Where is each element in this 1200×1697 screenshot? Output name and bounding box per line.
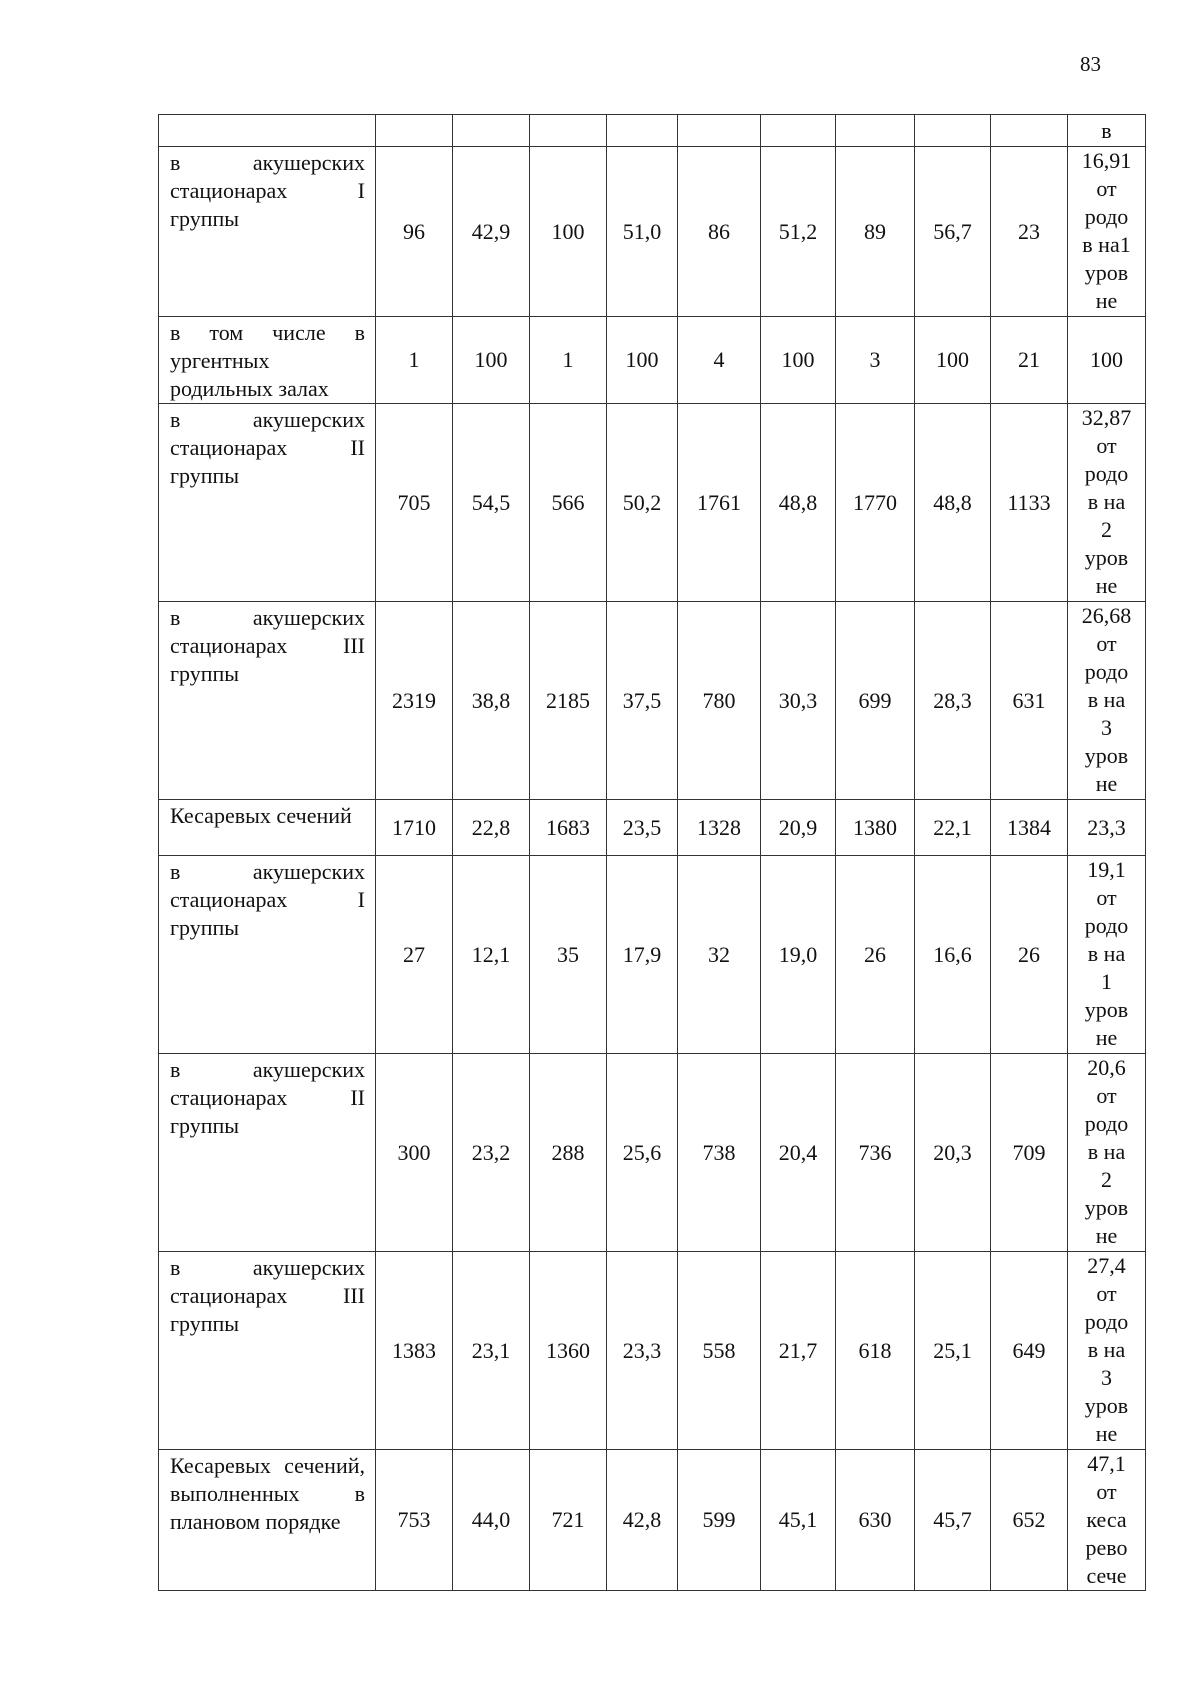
- note-line: уров: [1084, 545, 1129, 570]
- note-line: 3: [1101, 1365, 1112, 1390]
- note-cell: [1068, 602, 1146, 800]
- note-line: в на: [1087, 687, 1126, 712]
- table-row: [159, 317, 1146, 404]
- note-line: от: [1096, 1479, 1117, 1504]
- note-line: от: [1096, 885, 1117, 910]
- note-cell: [1068, 115, 1146, 147]
- note-line: не: [1095, 771, 1118, 796]
- table-cell: [678, 115, 761, 147]
- table-cell: 3: [836, 317, 915, 404]
- table-cell: 42,8: [607, 1450, 678, 1591]
- table-cell: [453, 115, 530, 147]
- table-cell: 780: [678, 602, 761, 800]
- table-cell: 30,3: [761, 602, 836, 800]
- note-line: уров: [1084, 1393, 1129, 1418]
- note-line: 3: [1101, 715, 1112, 740]
- table-cell: 100: [530, 147, 607, 317]
- table-cell: 22,8: [453, 800, 530, 856]
- table-cell: 56,7: [915, 147, 991, 317]
- table-cell: 705: [376, 404, 453, 602]
- table-cell: 54,5: [453, 404, 530, 602]
- table-cell: [607, 115, 678, 147]
- table-cell: 721: [530, 1450, 607, 1591]
- table-cell: 618: [836, 1252, 915, 1450]
- row-label: в акушерских стационарах III группы: [159, 602, 376, 800]
- table-cell: 89: [836, 147, 915, 317]
- table-cell: 631: [991, 602, 1068, 800]
- table-cell: 1384: [991, 800, 1068, 856]
- row-label: в акушерских стационарах II группы: [159, 404, 376, 602]
- table-cell: 1710: [376, 800, 453, 856]
- table-cell: 558: [678, 1252, 761, 1450]
- table-cell: 16,6: [915, 856, 991, 1054]
- table-cell: 20,4: [761, 1054, 836, 1252]
- table-cell: 48,8: [915, 404, 991, 602]
- table-cell: 45,1: [761, 1450, 836, 1591]
- table-cell: [915, 115, 991, 147]
- table-cell: 630: [836, 1450, 915, 1591]
- table-cell: 48,8: [761, 404, 836, 602]
- row-label: в акушерских стационарах I группы: [159, 856, 376, 1054]
- table-row: [159, 800, 1146, 856]
- note-line: сече: [1086, 1563, 1127, 1588]
- note-line: не: [1095, 1421, 1118, 1446]
- note-cell: [1068, 147, 1146, 317]
- note-line: 1: [1101, 969, 1112, 994]
- note-cell: [1068, 1450, 1146, 1591]
- note-line: 19,1: [1087, 857, 1126, 882]
- note-line: родо: [1084, 659, 1129, 684]
- table-cell: 26: [836, 856, 915, 1054]
- table-cell: 566: [530, 404, 607, 602]
- table-cell: 1133: [991, 404, 1068, 602]
- note-line: в на: [1087, 1337, 1126, 1362]
- statistics-table: [158, 114, 1146, 1591]
- note-line: в на: [1087, 941, 1126, 966]
- table-cell: 45,7: [915, 1450, 991, 1591]
- note-line: уров: [1084, 260, 1129, 285]
- note-line: рево: [1085, 1535, 1128, 1560]
- table-cell: 1328: [678, 800, 761, 856]
- table-row: [159, 602, 1146, 800]
- note-line: 26,68: [1081, 603, 1132, 628]
- table-cell: [836, 115, 915, 147]
- page-number: 83: [1080, 52, 1101, 76]
- table-cell: 23,3: [607, 1252, 678, 1450]
- table-cell: 96: [376, 147, 453, 317]
- table-cell: 86: [678, 147, 761, 317]
- table-cell: 23: [991, 147, 1068, 317]
- note-line: 47,1: [1087, 1451, 1126, 1476]
- table-cell: 51,2: [761, 147, 836, 317]
- note-line: 2: [1101, 517, 1112, 542]
- note-line: от: [1096, 433, 1117, 458]
- table-cell: 699: [836, 602, 915, 800]
- table-cell: 1770: [836, 404, 915, 602]
- note-line: в: [1101, 117, 1112, 143]
- table-cell: 1: [530, 317, 607, 404]
- table-row: [159, 1450, 1146, 1591]
- table-cell: 21: [991, 317, 1068, 404]
- table-cell: 51,0: [607, 147, 678, 317]
- table-cell: 19,0: [761, 856, 836, 1054]
- note-line: не: [1095, 288, 1118, 313]
- note-line: родо: [1084, 1309, 1129, 1334]
- table-cell: [530, 115, 607, 147]
- table-cell: 22,1: [915, 800, 991, 856]
- table-cell: 1: [376, 317, 453, 404]
- table-cell: 44,0: [453, 1450, 530, 1591]
- note-line: 20,6: [1087, 1055, 1126, 1080]
- table-cell: 2185: [530, 602, 607, 800]
- row-label: Кесаревых сечений, выполненных в плановом порядке: [159, 1450, 376, 1591]
- table-cell: 25,6: [607, 1054, 678, 1252]
- note-line: не: [1095, 1223, 1118, 1248]
- note-cell: [1068, 317, 1146, 404]
- table-cell: 37,5: [607, 602, 678, 800]
- note-line: родо: [1084, 204, 1129, 229]
- table-cell: 38,8: [453, 602, 530, 800]
- table-cell: 599: [678, 1450, 761, 1591]
- row-label: в том числе в ургентных родильных залах: [159, 317, 376, 404]
- table-cell: 100: [761, 317, 836, 404]
- note-line: в на: [1087, 1139, 1126, 1164]
- table-cell: 1683: [530, 800, 607, 856]
- table-cell: 1383: [376, 1252, 453, 1450]
- table-cell: 23,2: [453, 1054, 530, 1252]
- note-line: не: [1095, 573, 1118, 598]
- table-cell: 4: [678, 317, 761, 404]
- note-cell: [1068, 1054, 1146, 1252]
- table-cell: 1360: [530, 1252, 607, 1450]
- row-label: [159, 115, 376, 147]
- note-line: от: [1096, 631, 1117, 656]
- note-line: уров: [1084, 1195, 1129, 1220]
- table-cell: 42,9: [453, 147, 530, 317]
- table-cell: 736: [836, 1054, 915, 1252]
- row-label: в акушерских стационарах II группы: [159, 1054, 376, 1252]
- note-line: уров: [1084, 997, 1129, 1022]
- note-line: родо: [1084, 1111, 1129, 1136]
- table-cell: 100: [915, 317, 991, 404]
- table-body: [159, 115, 1146, 1591]
- note-cell: [1068, 1252, 1146, 1450]
- table-cell: [991, 115, 1068, 147]
- note-line: в на1: [1082, 232, 1131, 257]
- note-line: уров: [1084, 743, 1129, 768]
- table-cell: 17,9: [607, 856, 678, 1054]
- table-cell: [761, 115, 836, 147]
- note-cell: [1068, 856, 1146, 1054]
- table-cell: 32: [678, 856, 761, 1054]
- table-cell: 35: [530, 856, 607, 1054]
- note-line: не: [1095, 1025, 1118, 1050]
- table-cell: 26: [991, 856, 1068, 1054]
- table-cell: 27: [376, 856, 453, 1054]
- table-cell: 753: [376, 1450, 453, 1591]
- table-cell: 20,3: [915, 1054, 991, 1252]
- note-line: родо: [1084, 461, 1129, 486]
- note-line: 100: [1090, 347, 1123, 372]
- table-cell: 1761: [678, 404, 761, 602]
- note-line: от: [1096, 1281, 1117, 1306]
- table-row: [159, 147, 1146, 317]
- table-cell: 25,1: [915, 1252, 991, 1450]
- note-line: от: [1096, 1083, 1117, 1108]
- table-cell: 288: [530, 1054, 607, 1252]
- note-line: кеса: [1086, 1507, 1127, 1532]
- note-line: 23,3: [1087, 814, 1126, 840]
- note-line: 2: [1101, 1167, 1112, 1192]
- table-row: [159, 115, 1146, 147]
- row-label: в акушерских стационарах I группы: [159, 147, 376, 317]
- note-line: 16,91: [1081, 148, 1132, 173]
- table-cell: 23,5: [607, 800, 678, 856]
- row-label: Кесаревых сечений: [159, 800, 376, 856]
- table-cell: 28,3: [915, 602, 991, 800]
- table-cell: 50,2: [607, 404, 678, 602]
- table-cell: 12,1: [453, 856, 530, 1054]
- note-line: родо: [1084, 913, 1129, 938]
- table-cell: 300: [376, 1054, 453, 1252]
- table-cell: 2319: [376, 602, 453, 800]
- note-line: от: [1096, 176, 1117, 201]
- table-row: [159, 404, 1146, 602]
- note-line: 32,87: [1081, 405, 1132, 430]
- note-cell: [1068, 800, 1146, 856]
- table-cell: 652: [991, 1450, 1068, 1591]
- table-row: [159, 1252, 1146, 1450]
- table-cell: 709: [991, 1054, 1068, 1252]
- note-line: в на: [1087, 489, 1126, 514]
- table-cell: 20,9: [761, 800, 836, 856]
- table-cell: 738: [678, 1054, 761, 1252]
- table-row: [159, 1054, 1146, 1252]
- row-label: в акушерских стационарах III группы: [159, 1252, 376, 1450]
- note-line: 27,4: [1087, 1253, 1126, 1278]
- table-cell: 1380: [836, 800, 915, 856]
- table-cell: [376, 115, 453, 147]
- table-cell: 100: [453, 317, 530, 404]
- table-cell: 649: [991, 1252, 1068, 1450]
- note-cell: [1068, 404, 1146, 602]
- table-cell: 21,7: [761, 1252, 836, 1450]
- table-cell: 100: [607, 317, 678, 404]
- table-row: [159, 856, 1146, 1054]
- table-cell: 23,1: [453, 1252, 530, 1450]
